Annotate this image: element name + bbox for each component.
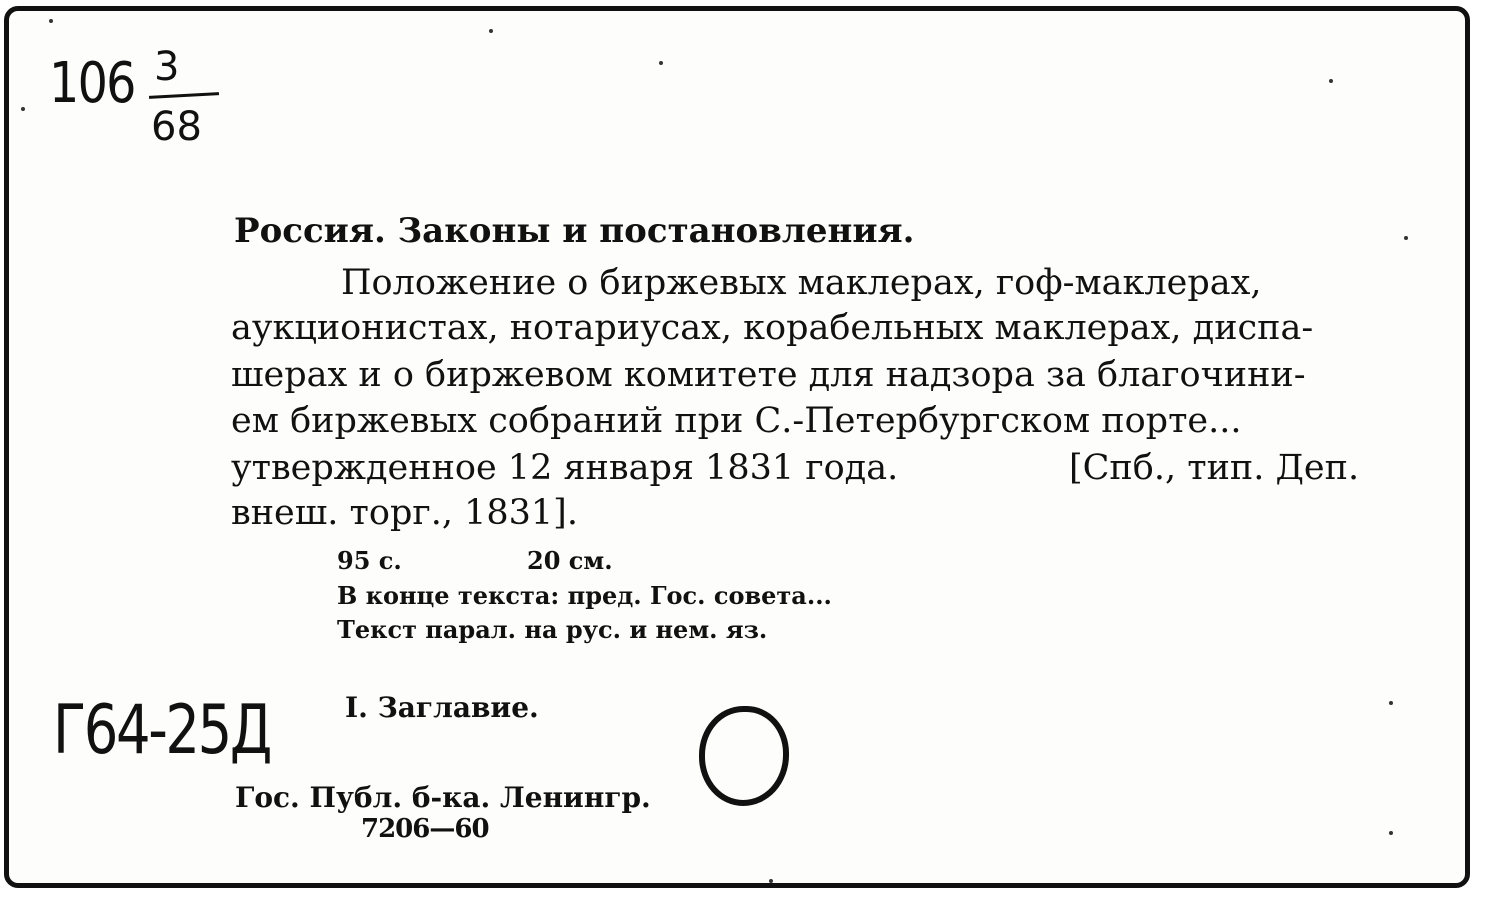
tracing-title: I. Заглавие.: [345, 691, 539, 724]
library-name: Гос. Публ. б-ка. Ленингр.: [235, 781, 651, 814]
description-line: утвержденное 12 января 1831 года.: [231, 448, 899, 488]
speck: [21, 107, 25, 111]
note-end: В конце текста: пред. Гос. совета...: [337, 581, 832, 610]
description-line: шерах и о биржевом комитете для надзора за благочини-: [231, 355, 1306, 395]
catalog-card: [4, 6, 1470, 888]
shelf-mark-numerator: 3: [154, 44, 180, 90]
speck: [659, 61, 663, 65]
shelf-mark-fraction-line: [149, 92, 219, 99]
note-parallel-text: Текст парал. на рус. и нем. яз.: [337, 615, 768, 644]
speck: [489, 29, 493, 33]
speck: [769, 879, 773, 883]
pages: 95 с.: [337, 546, 402, 575]
speck: [1404, 236, 1408, 240]
description-line: ем биржевых собраний при С.-Петербургском порте...: [231, 401, 1242, 441]
size: 20 см.: [527, 546, 613, 575]
description-line: аукционистах, нотариусах, корабельных маклерах, диспа-: [231, 308, 1314, 348]
card-number: 7206—60: [361, 814, 489, 844]
imprint-place: [Спб., тип. Деп.: [1069, 448, 1360, 488]
speck: [49, 19, 53, 23]
hand-drawn-circle: [699, 706, 789, 806]
shelf-mark-main: 106: [49, 51, 135, 116]
speck: [1329, 79, 1333, 83]
imprint-publisher: внеш. торг., 1831].: [231, 493, 578, 533]
call-number: Г64-25Д: [53, 691, 270, 770]
speck: [1389, 701, 1393, 705]
speck: [1389, 831, 1393, 835]
heading: Россия. Законы и постановления.: [234, 211, 915, 251]
shelf-mark-denominator: 68: [151, 104, 202, 150]
description-line: Положение о биржевых маклерах, гоф-маклерах,: [341, 263, 1262, 303]
